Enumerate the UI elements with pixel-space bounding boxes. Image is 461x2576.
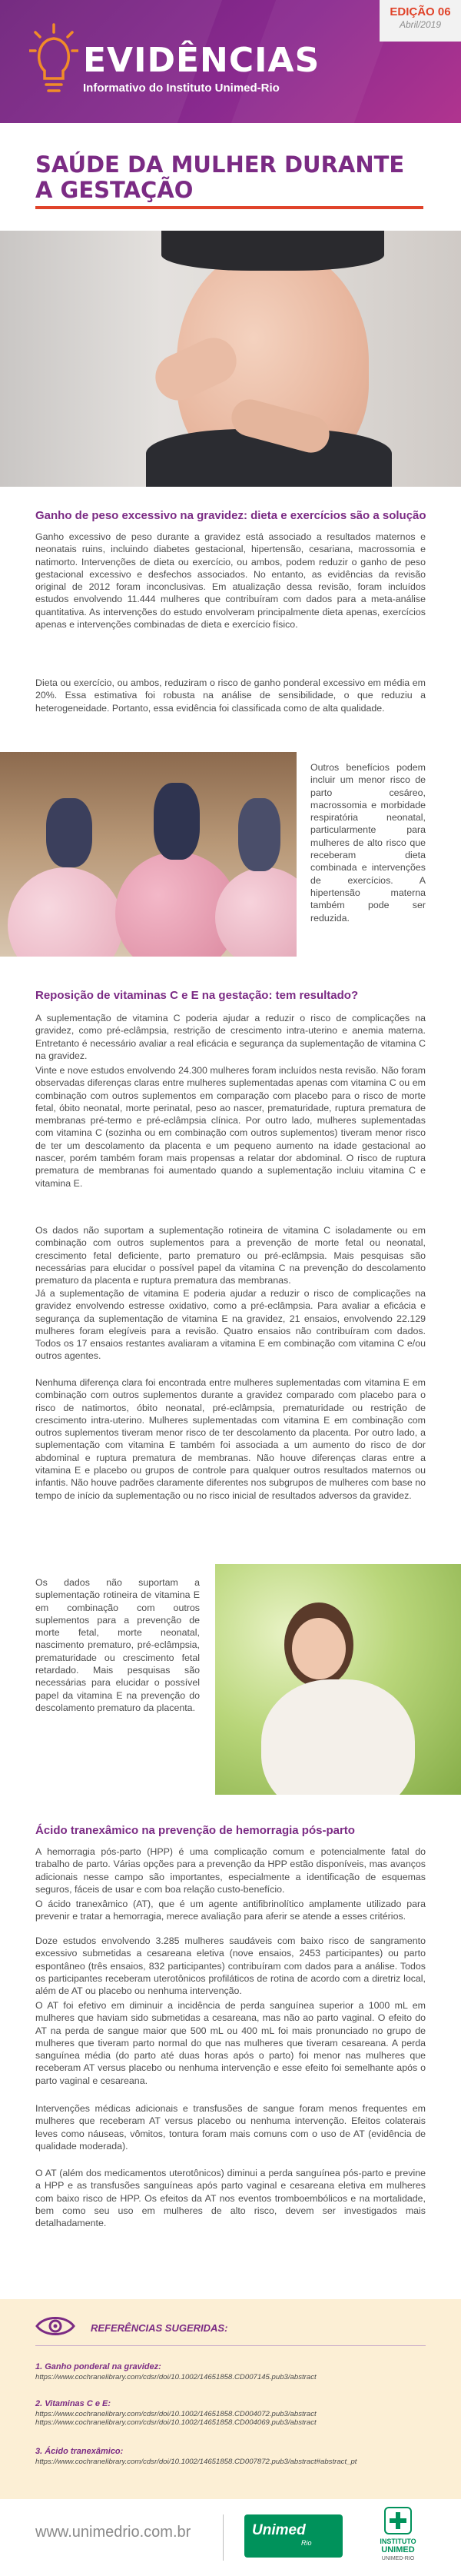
title-block [83, 43, 320, 95]
section1-side-text: Outros benefícios podem incluir um menor risco de parto cesáreo, macrossomia e morbidade respiratória neonatal, particularmente para mulheres de alto risco que receberam dieta combinada e intervenções de exercícios. A hipertensão materna também pode ser reduzida. [310, 762, 426, 924]
edition-date: Abril/2019 [399, 19, 442, 30]
reference-link[interactable]: https://www.cochranelibrary.com/cdsr/doi/10.1002/14651858.CD007145.pub3/abstract [35, 2373, 317, 2381]
exercise-ball [8, 867, 123, 957]
reference-link[interactable]: https://www.cochranelibrary.com/cdsr/doi/10.1002/14651858.CD004072.pub3/abstract https://www.cochranelibrary.com/cdsr/doi/10.1002/14651858.CD004069.pub3/abstract [35, 2410, 317, 2427]
section3-paragraph: O AT foi efetivo em diminuir a incidência de perda sanguínea superior a 1000 mL em mulheres que haviam sido submetidas a cesareana, mas não ao parto vaginal. O efeito do AT na perda de sangue maior que 500 mL ou 400 mL foi mais pronunciado no grupo de mulheres que tiveram parto normal do que nas mulheres que tiveram cesareana. A perda sanguínea média (do parto até duas horas após o parto) foi menor nas mulheres que receberam AT versus placebo ou nenhuma intervenção e esse efeito foi semelhante após o parto vaginal e cesareana. [35, 2000, 426, 2086]
section3-paragraph: Intervenções médicas adicionais e transfusões de sangue foram menos frequentes em mulheres que receberam AT versus placebo ou nenhuma intervenção. Efeitos colaterais leves como náuseas, vômitos, tontura foram mais comuns com o uso de AT (evidência de qualidade moderada). [35, 2103, 426, 2152]
reference-item [35, 2362, 435, 2381]
section2-paragraph: Já a suplementação de vitamina E poderia ajudar a reduzir o risco de complicações na gravidez envolvendo estresse oxidativo, como a pré-eclâmpsia. Para avaliar a eficácia e segurança da suplementação de vitamina E na gravidez, 21 ensaios, envolvendo 22.129 mulheres foram elegíveis para a revisão. Quatro ensaios não contribuíram com dados. Todos os 17 ensaios restantes avaliaram a vitamina E em combinação com vitamina C e/ou outros agentes. [35, 1288, 426, 1362]
dress-shape [261, 1679, 415, 1795]
reference-item [35, 2447, 435, 2466]
unimed-logo-text: Unimed [252, 2522, 306, 2538]
eye-icon [35, 2313, 75, 2339]
inst-logo-line1: INSTITUTO [380, 2538, 416, 2545]
footer-divider [223, 2514, 224, 2561]
newsletter-title: EVIDÊNCIAS [83, 41, 320, 80]
section3-paragraph: Doze estudos envolvendo 3.285 mulheres saudáveis com baixo risco de sangramento excessivo submetidas a cesareana eletiva (nove ensaios, 2453 participantes) ou parto espontâneo (três ensaios, 832 participantes) contribuíram com dados para a análise. Todos os participantes receberam uterotônicos profiláticos de rotina de acordo com a diretriz local, além de AT ou placebo ou nenhuma intervenção. [35, 1935, 426, 1997]
section1-paragraph: Dieta ou exercício, ou ambos, reduziram o risco de ganho ponderal excessivo em média em 20%. Essa estimativa foi robusta na análise de sensibilidade, o que reduziu a heterogeneidade. Portanto, essa evidência foi classificada como de alta qualidade. [35, 677, 426, 714]
pregnant-woman-photo [215, 1564, 461, 1795]
section2-paragraph: Vinte e nove estudos envolvendo 24.300 mulheres foram incluídos nesta revisão. Não foram observadas diferenças claras entre mulheres suplementadas apenas com vitamina C ou em combinação com outros suplementos em comparação com placebo para o risco de morte fetal, óbito neonatal, morte perinatal, peso ao nascer, prematuridade, ruptura prematura de membranas pré-termo e pré-eclâmpsia clínica. Por outro lado, mulheres suplementadas com vitamina C (sozinha ou em combinação com outros suplementos) tiveram menor risco de ter um descolamento da placenta e um pequeno aumento na idade gestacional ao nascer, porém também foram mais propensas a relatar dor abdominal. O risco de ruptura prematura de membranas foi aumentado quando a suplementação incluiu vitamina C e vitamina E. [35, 1065, 426, 1189]
references-box [0, 2299, 461, 2499]
edition-badge [380, 0, 461, 42]
section3-paragraph: O AT (além dos medicamentos uterotônicos) diminui a perda sanguínea pós-parto e previne a HPP e as transfusões sanguíneas após parto vaginal e cesareana eletiva em mulheres com baixo risco de HPP. Os efeitos da AT nos eventos tromboembólicos e na mortalidade, bem como seu uso em mulheres de alto risco, devem ser investigados mais detalhadamente. [35, 2168, 426, 2229]
section2-paragraph: Nenhuma diferença clara foi encontrada entre mulheres suplementadas com vitamina E em combinação com outros suplementos durante a gravidez comparado com placebo para o risco de natimortos, óbito neonatal, pré-eclâmpsia, prematuridade ou restrição de crescimento intra-uterino. Mulheres suplementadas com vitamina E em combinação com outros suplementos tiveram menor risco de ter descolamento da placenta. Por outro lado, a suplementação com vitamina E também foi associada a um aumento do risco de dor abdominal e ruptura prematura de membranas. Não houve diferenças claras entre a vitamina E e placebo ou grupos de controle para qualquer outros resultados maternos ou infantis. Não houve padrões claramente diferentes nos subgrupos de mulheres com base no tempo de início da suplementação ou no risco inicial de resultados adversos da gravidez. [35, 1377, 426, 1501]
instituto-unimed-logo [367, 2507, 429, 2568]
yoga-ball-photo [0, 752, 297, 957]
inst-logo-line2: UNIMED [381, 2545, 415, 2554]
section1-title: Ganho de peso excessivo na gravidez: dieta e exercícios são a solução [35, 509, 426, 522]
shirt-shape [161, 231, 384, 271]
reference-label: 3. Ácido tranexâmico: [35, 2447, 124, 2456]
title-underline [35, 206, 423, 209]
person-shape [238, 798, 280, 871]
inst-logo-line3: UNIMED-RIO [381, 2556, 415, 2561]
footer [0, 2499, 461, 2576]
section3-title: Ácido tranexâmico na prevenção de hemorragia pós-parto [35, 1824, 355, 1837]
person-shape [154, 783, 200, 860]
website-link[interactable]: www.unimedrio.com.br [35, 2524, 191, 2541]
person-shape [46, 798, 92, 867]
section2-paragraph: A suplementação de vitamina C poderia ajudar a reduzir o risco de complicações na gravidez, como pré-eclâmpsia, restrição de crescimento intra-uterino e anemia materna. Entretanto é necessário avaliar a real eficácia e segurança da suplementação de vitamina C na gravidez. [35, 1013, 426, 1061]
face-shape [292, 1618, 346, 1679]
page-title: SAÚDE DA MULHER DURANTE A GESTAÇÃO [35, 151, 405, 203]
reference-label: 2. Vitaminas C e E: [35, 2399, 111, 2408]
reference-item [35, 2399, 435, 2427]
newsletter-subtitle: Informativo do Instituto Unimed-Rio [83, 82, 280, 95]
cross-icon [384, 2507, 412, 2534]
header-banner [0, 0, 461, 123]
section1-paragraph: Ganho excessivo de peso durante a gravidez está associado a resultados maternos e neonatais ruins, incluindo diabetes gestacional, hipertensão, cesariana, macrossomia e natimorto. Intervenções de dieta ou exercício, ou ambos, podem reduzir o ganho de peso gestacional excessivo e desfechos associados. No entanto, as evidências da revisão original de 2012 foram inconclusivas. Em atualização dessa revisão, foram incluídos estudos envolvendo 11.444 mulheres que contribuíram com dados para a meta-análise quantitativa. As intervenções do estudo envolveram principalmente dieta apenas, exercícios apenas e intervenções combinadas de dieta e exercício físico. [35, 531, 426, 631]
unimed-logo [244, 2514, 343, 2558]
section2-side-text: Os dados não suportam a suplementação rotineira de vitamina E em combinação com outros suplementos para a prevenção de morte fetal, morte neonatal, nascimento prematuro, pré-eclâmpsia, prematuridade ou crescimento fetal retardado. Mais pesquisas são necessárias para elucidar o possível papel da vitamina E na prevenção do descolamento prematuro da placenta. [35, 1577, 200, 1713]
section3-paragraph: O ácido tranexâmico (AT), que é um agente antifibrinolítico amplamente utilizado para prevenir e tratar a hemorragia, merece avaliação para aferir se atende a esses critérios. [35, 1899, 426, 1922]
reference-link[interactable]: https://www.cochranelibrary.com/cdsr/doi/10.1002/14651858.CD007872.pub3/abstract#abstract_pt [35, 2458, 357, 2466]
edition-number: EDIÇÃO 06 [390, 5, 451, 18]
pregnant-belly-photo [0, 231, 461, 487]
section2-title: Reposição de vitaminas C e E na gestação: tem resultado? [35, 989, 359, 1002]
reference-label: 1. Ganho ponderal na gravidez: [35, 2362, 161, 2371]
references-divider [35, 2345, 426, 2346]
section3-paragraph: A hemorragia pós-parto (HPP) é uma complicação comum e potencialmente fatal do trabalho de parto. Várias opções para a prevenção da HPP estão disponíveis, mas avanços adicionais nesse campo são importantes, especialmente a identificação de esquemas seguros, fáceis de usar e com boa relação custo-benefício. [35, 1846, 426, 1895]
lightbulb-icon [29, 23, 78, 97]
references-title: REFERÊNCIAS SUGERIDAS: [91, 2322, 228, 2334]
unimed-logo-city: Rio [301, 2539, 312, 2547]
section2-paragraph: Os dados não suportam a suplementação rotineira de vitamina C isoladamente ou em combinação com outros suplementos para a prevenção de morte fetal ou neonatal, crescimento fetal deficiente, parto prematuro ou pré-eclâmpsia. Mais pesquisas são necessárias para elucidar o possível papel da vitamina C na prevenção do descolamento prematuro da placenta e ruptura prematura das membranas. [35, 1225, 426, 1286]
